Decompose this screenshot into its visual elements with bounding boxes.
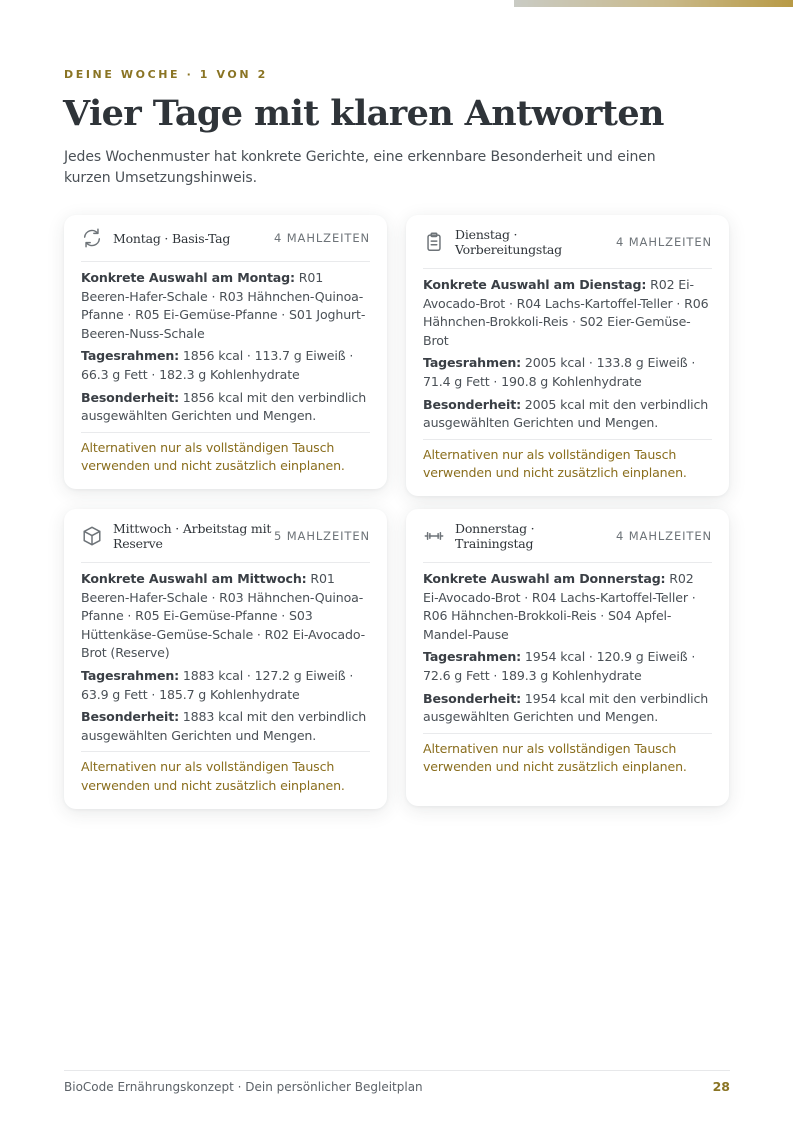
- meal-count: 4 MAHLZEITEN: [615, 234, 712, 249]
- special-paragraph: [81, 708, 370, 745]
- alternatives-note: Alternativen nur als vollständigen Tausch verwenden und nicht zusätzlich einplanen.: [423, 446, 687, 481]
- frame-text: 1883 kcal · 127.2 g Eiweiß · 63.9 g Fett · 185.7 g Kohlenhydrate: [81, 667, 354, 702]
- special-text: 1856 kcal mit den verbindlich ausgewählten Gerichten und Mengen.: [81, 389, 367, 424]
- selection-label: Konkrete Auswahl am Montag:: [81, 270, 295, 285]
- selection-text: R01 Beeren-Hafer-Schale · R03 Hähnchen-Quinoa-Pfanne · R05 Ei-Gemüse-Pfanne · S03 Hüttenkäse-Gemüse-Schale · R02 Ei-Avocado-Brot (Reserve): [81, 571, 366, 661]
- dumbbell-icon: [423, 525, 445, 547]
- alternatives-note: Alternativen nur als vollständigen Tausch verwenden und nicht zusätzlich einplanen.: [81, 439, 345, 474]
- selection-paragraph: [81, 570, 370, 663]
- frame-label: Tagesrahmen:: [81, 348, 180, 364]
- special-text: 1954 kcal mit den verbindlich ausgewählten Gerichten und Mengen.: [423, 690, 709, 725]
- card-title: Montag · Basis-Tag: [113, 230, 231, 246]
- frame-text: 1856 kcal · 113.7 g Eiweiß · 66.3 g Fett · 182.3 g Kohlenhydrate: [81, 348, 354, 382]
- meal-count: 5 MAHLZEITEN: [273, 528, 370, 543]
- card-body: [423, 563, 712, 734]
- special-label: Besonderheit:: [81, 389, 179, 405]
- refresh-cycle-icon: [81, 227, 103, 249]
- frame-paragraph: [81, 347, 370, 384]
- frame-text: 2005 kcal · 133.8 g Eiweiß · 71.4 g Fett · 190.8 g Kohlenhydrate: [423, 355, 696, 389]
- selection-label: Konkrete Auswahl am Mittwoch:: [81, 571, 307, 586]
- frame-paragraph: [81, 667, 370, 704]
- selection-label: Konkrete Auswahl am Dienstag:: [423, 277, 647, 292]
- card-header: [81, 509, 370, 563]
- selection-paragraph: [81, 269, 370, 343]
- selection-label: Konkrete Auswahl am Donnerstag:: [423, 571, 666, 586]
- page-number: 28: [712, 1079, 730, 1094]
- frame-label: Tagesrahmen:: [81, 667, 180, 683]
- selection-text: R02 Ei-Avocado-Brot · R04 Lachs-Kartoffel-Teller · R06 Hähnchen-Brokkoli-Reis · S04 Apfel-Mandel-Pause: [423, 571, 696, 642]
- box-icon: [81, 525, 103, 547]
- card-title: Mittwoch · Arbeitstag mit Reserve: [113, 520, 272, 551]
- special-paragraph: [423, 396, 712, 433]
- card-body: [423, 269, 712, 440]
- top-accent-bar: [514, 0, 793, 7]
- alternatives-note: Alternativen nur als vollständigen Tausch verwenden und nicht zusätzlich einplanen.: [423, 740, 687, 775]
- page-intro: Jedes Wochenmuster hat konkrete Gerichte, eine erkennbare Besonderheit und einen kurzen Umsetzungshinweis.: [64, 149, 656, 186]
- alternatives-note: Alternativen nur als vollständigen Tausch verwenden und nicht zusätzlich einplanen.: [81, 759, 345, 793]
- meal-count: 4 MAHLZEITEN: [273, 231, 370, 245]
- special-paragraph: [423, 690, 712, 727]
- special-label: Besonderheit:: [423, 690, 521, 706]
- footer-text: BioCode Ernährungskonzept · Dein persönlicher Begleitplan: [64, 1080, 423, 1094]
- card-body: [81, 262, 370, 433]
- day-card-donnerstag: [406, 509, 729, 806]
- selection-text: R02 Ei-Avocado-Brot · R04 Lachs-Kartoffel-Teller · R06 Hähnchen-Brokkoli-Reis · S02 Eier-Gemüse-Brot: [423, 277, 709, 348]
- section-eyebrow: DEINE WOCHE · 1 VON 2: [64, 68, 268, 81]
- card-title: Donnerstag · Trainingstag: [455, 520, 535, 551]
- card-header: [423, 215, 712, 269]
- meal-count: 4 MAHLZEITEN: [615, 528, 712, 543]
- card-body: [81, 563, 370, 752]
- frame-label: Tagesrahmen:: [423, 649, 522, 665]
- selection-text: R01 Beeren-Hafer-Schale · R03 Hähnchen-Quinoa-Pfanne · R05 Ei-Gemüse-Pfanne · S01 Joghurt-Beeren-Nuss-Schale: [81, 270, 366, 341]
- clipboard-icon: [423, 231, 445, 253]
- special-text: 2005 kcal mit den verbindlich ausgewählten Gerichten und Mengen.: [423, 396, 709, 431]
- day-card-dienstag: [406, 215, 729, 496]
- frame-paragraph: [423, 354, 712, 391]
- frame-text: 1954 kcal · 120.9 g Eiweiß · 72.6 g Fett · 189.3 g Kohlenhydrate: [423, 649, 696, 683]
- day-card-montag: [64, 215, 387, 489]
- frame-paragraph: [423, 648, 712, 685]
- special-paragraph: [81, 389, 370, 426]
- card-header: [81, 215, 370, 262]
- selection-paragraph: [423, 570, 712, 644]
- footer-divider: [64, 1070, 730, 1071]
- day-card-mittwoch: [64, 509, 387, 809]
- special-label: Besonderheit:: [81, 709, 179, 725]
- selection-paragraph: [423, 276, 712, 350]
- page-title: Vier Tage mit klaren Antworten: [63, 93, 664, 134]
- special-label: Besonderheit:: [423, 396, 521, 412]
- card-header: [423, 509, 712, 563]
- frame-label: Tagesrahmen:: [423, 355, 522, 371]
- special-text: 1883 kcal mit den verbindlich ausgewählten Gerichten und Mengen.: [81, 709, 367, 743]
- card-title: Dienstag · Vorbereitungstag: [455, 226, 562, 257]
